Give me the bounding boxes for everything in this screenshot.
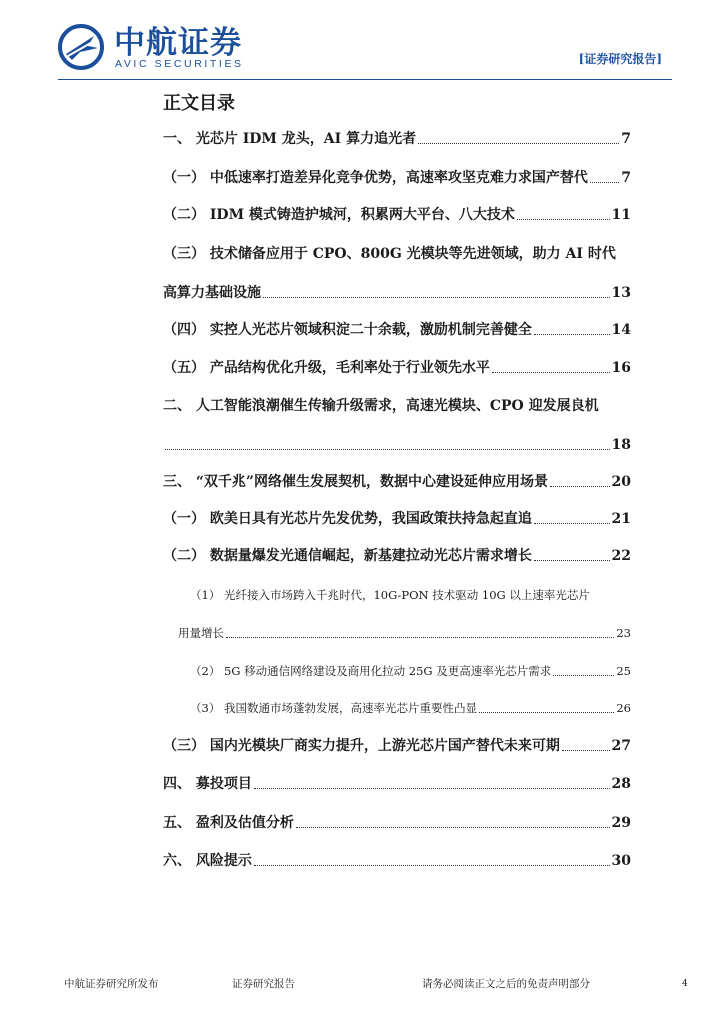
toc-page-number: 26 bbox=[616, 701, 631, 715]
toc-entry-text: （五） 产品结构优化升级，毛利率处于行业领先水平 bbox=[163, 360, 490, 376]
toc-leader-dots bbox=[517, 219, 610, 220]
toc-page-number: 30 bbox=[611, 853, 631, 869]
toc-leader-dots bbox=[553, 675, 614, 676]
footer-publisher: 中航证券研究所发布 bbox=[64, 978, 159, 990]
toc-entry-text: 一、 光芯片 IDM 龙头，AI 算力追光者 bbox=[163, 131, 417, 147]
toc-entry-text: （2） 5G 移动通信网络建设及商用化拉动 25G 及更高速率光芯片需求 bbox=[190, 664, 552, 678]
toc-leader-dots bbox=[254, 865, 610, 866]
toc-entry[interactable] bbox=[163, 321, 631, 339]
toc-entry[interactable] bbox=[163, 436, 631, 454]
toc-page-number: 11 bbox=[611, 207, 631, 223]
toc-page-number: 7 bbox=[621, 131, 631, 147]
toc-page-number: 13 bbox=[611, 285, 631, 301]
toc-page-number: 7 bbox=[621, 170, 631, 186]
toc-entry-text: 四、 募投项目 bbox=[163, 776, 252, 792]
toc-entry-text: （二） 数据量爆发光通信崛起，新基建拉动光芯片需求增长 bbox=[163, 548, 532, 564]
toc-entry-text: 六、 风险提示 bbox=[163, 853, 252, 869]
toc-leader-dots bbox=[226, 637, 614, 638]
toc-page-number: 18 bbox=[611, 437, 631, 453]
toc-entry-text: 高算力基础设施 bbox=[163, 285, 261, 301]
footer-report-type: 证券研究报告 bbox=[232, 978, 295, 990]
toc-entry-text: 三、 “双千兆”网络催生发展契机，数据中心建设延伸应用场景 bbox=[163, 474, 548, 490]
toc-page-number: 16 bbox=[611, 360, 631, 376]
toc-entry[interactable] bbox=[178, 624, 631, 642]
report-type-tag: [证券研究报告] bbox=[578, 52, 662, 66]
toc-leader-dots bbox=[534, 523, 610, 524]
toc-entry-text: （二） IDM 模式铸造护城河，积累两大平台、八大技术 bbox=[163, 207, 515, 223]
toc-leader-dots bbox=[296, 827, 610, 828]
toc-entry[interactable] bbox=[163, 775, 631, 793]
brand-name-en: AVIC SECURITIES bbox=[115, 58, 244, 70]
toc-leader-dots bbox=[534, 560, 610, 561]
toc-leader-dots bbox=[254, 788, 610, 789]
toc-leader-dots bbox=[550, 486, 610, 487]
toc-entry-text: （三） 国内光模块厂商实力提升，上游光芯片国产替代未来可期 bbox=[163, 738, 560, 754]
toc-entry[interactable] bbox=[163, 169, 631, 187]
footer-page-number: 4 bbox=[682, 979, 688, 989]
toc-page-number: 21 bbox=[611, 511, 631, 527]
toc-page-number: 23 bbox=[616, 626, 631, 640]
toc-entry[interactable] bbox=[163, 130, 631, 148]
avic-emblem-icon bbox=[58, 24, 104, 70]
toc-entry-text[interactable]: （三） 技术储备应用于 CPO、800G 光模块等先进领域，助力 AI 时代 bbox=[163, 246, 616, 262]
toc-entry-text: （一） 欧美日具有光芯片先发优势，我国政策扶持急起直追 bbox=[163, 511, 532, 527]
company-logo bbox=[58, 24, 258, 70]
toc-entry[interactable] bbox=[163, 510, 631, 528]
toc-entry[interactable] bbox=[163, 359, 631, 377]
toc-entry[interactable] bbox=[190, 699, 631, 717]
toc-page-number: 28 bbox=[611, 776, 631, 792]
toc-entry[interactable] bbox=[163, 284, 631, 302]
toc-leader-dots bbox=[165, 449, 610, 450]
toc-entry[interactable] bbox=[163, 852, 631, 870]
toc-leader-dots bbox=[263, 297, 610, 298]
toc-entry-text[interactable]: 二、 人工智能浪潮催生传输升级需求，高速光模块、CPO 迎发展良机 bbox=[163, 398, 599, 414]
toc-entry[interactable] bbox=[163, 547, 631, 565]
toc-entry-text: 用量增长 bbox=[178, 626, 224, 640]
toc-page-number: 22 bbox=[611, 548, 631, 564]
toc-page-number: 25 bbox=[616, 664, 631, 678]
toc-title: 正文目录 bbox=[163, 93, 235, 114]
toc-leader-dots bbox=[418, 143, 619, 144]
toc-page-number: 27 bbox=[611, 738, 631, 754]
toc-leader-dots bbox=[534, 334, 610, 335]
toc-leader-dots bbox=[479, 712, 614, 713]
brand-name-cn: 中航证券 bbox=[114, 25, 242, 61]
footer-disclaimer: 请务必阅读正文之后的免责声明部分 bbox=[422, 978, 590, 990]
toc-entry[interactable] bbox=[163, 473, 631, 491]
toc-entry[interactable] bbox=[163, 206, 631, 224]
toc-leader-dots bbox=[492, 372, 610, 373]
toc-entry-text: （四） 实控人光芯片领域积淀二十余载，激励机制完善健全 bbox=[163, 322, 532, 338]
toc-entry-text[interactable]: （1） 光纤接入市场跨入千兆时代，10G-PON 技术驱动 10G 以上速率光芯片 bbox=[190, 588, 590, 602]
toc-entry-text: （一） 中低速率打造差异化竞争优势，高速率攻坚克难力求国产替代 bbox=[163, 170, 588, 186]
toc-entry-text: 五、 盈利及估值分析 bbox=[163, 815, 294, 831]
toc-entry[interactable] bbox=[163, 737, 631, 755]
toc-entry[interactable] bbox=[190, 662, 631, 680]
header-divider bbox=[58, 79, 672, 80]
toc-page-number: 29 bbox=[611, 815, 631, 831]
toc-page-number: 20 bbox=[611, 474, 631, 490]
toc-leader-dots bbox=[562, 750, 610, 751]
toc-leader-dots bbox=[590, 182, 619, 183]
toc-page-number: 14 bbox=[611, 322, 631, 338]
toc-entry[interactable] bbox=[163, 814, 631, 832]
toc-entry-text: （3） 我国数通市场蓬勃发展，高速率光芯片重要性凸显 bbox=[190, 701, 477, 715]
